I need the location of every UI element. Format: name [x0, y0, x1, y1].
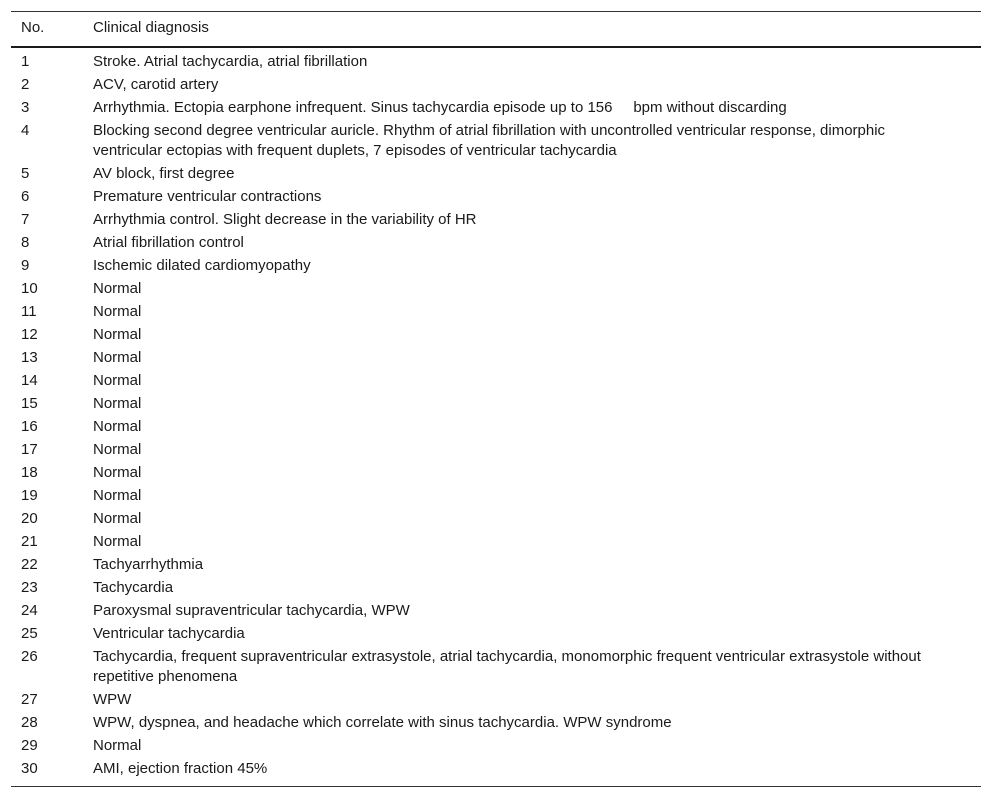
table-row	[11, 600, 981, 623]
table-row	[11, 120, 981, 163]
row-number: 2	[21, 76, 30, 93]
table-row	[11, 393, 981, 416]
table-row	[11, 370, 981, 393]
header-row	[11, 12, 981, 48]
table-row	[11, 623, 981, 646]
row-clinical-diagnosis: Normal	[93, 326, 142, 343]
row-number: 22	[21, 556, 38, 573]
table-row	[11, 209, 981, 232]
table-row	[11, 163, 981, 186]
table-row	[11, 577, 981, 600]
table-row	[11, 186, 981, 209]
table-header	[11, 12, 981, 48]
row-clinical-diagnosis: Arrhythmia. Ectopia earphone infrequent. Sinus tachycardia episode up to 156 bpm without discarding	[93, 99, 787, 116]
row-number: 28	[21, 714, 38, 731]
row-clinical-diagnosis: Normal	[93, 441, 142, 458]
table-row	[11, 97, 981, 120]
table-row	[11, 508, 981, 531]
row-number: 9	[21, 257, 30, 274]
row-number: 5	[21, 165, 30, 182]
table-row	[11, 485, 981, 508]
row-clinical-diagnosis: Atrial fibrillation control	[93, 234, 244, 251]
table-row	[11, 301, 981, 324]
header-no: No.	[11, 12, 83, 48]
row-clinical-diagnosis: Normal	[93, 303, 142, 320]
table-row	[11, 74, 981, 97]
diagnosis-table-container	[11, 11, 981, 787]
row-number: 13	[21, 349, 38, 366]
row-clinical-diagnosis: Normal	[93, 395, 142, 412]
table-row	[11, 758, 981, 787]
row-clinical-diagnosis: Tachyarrhythmia	[93, 556, 204, 573]
row-clinical-diagnosis: Stroke. Atrial tachycardia, atrial fibrillation	[93, 53, 368, 70]
row-number: 14	[21, 372, 38, 389]
table-row	[11, 646, 981, 689]
table-row	[11, 47, 981, 74]
row-number: 4	[21, 122, 30, 139]
row-clinical-diagnosis: Normal	[93, 510, 142, 527]
table-row	[11, 689, 981, 712]
row-number: 23	[21, 579, 38, 596]
row-clinical-diagnosis: AMI, ejection fraction 45%	[93, 760, 268, 777]
table-row	[11, 712, 981, 735]
row-clinical-diagnosis: AV block, first degree	[93, 165, 235, 182]
table-row	[11, 324, 981, 347]
table-row	[11, 554, 981, 577]
row-number: 12	[21, 326, 38, 343]
diagnosis-table	[11, 11, 981, 787]
row-number: 17	[21, 441, 38, 458]
row-clinical-diagnosis: Blocking second degree ventricular auricle. Rhythm of atrial fibrillation with uncontrolled ventricular response, dimorphic ventricular ectopias with frequent duplets, 7 episodes of ventricular tachycardia	[93, 122, 890, 159]
row-number: 1	[21, 53, 30, 70]
row-clinical-diagnosis: Paroxysmal supraventricular tachycardia, WPW	[93, 602, 410, 619]
row-clinical-diagnosis: Tachycardia	[93, 579, 174, 596]
table-body	[11, 47, 981, 787]
row-clinical-diagnosis: Normal	[93, 737, 142, 754]
row-number: 26	[21, 648, 38, 665]
table-row	[11, 232, 981, 255]
table-row	[11, 735, 981, 758]
table-row	[11, 531, 981, 554]
table-row	[11, 439, 981, 462]
table-row	[11, 278, 981, 301]
row-number: 7	[21, 211, 30, 228]
row-clinical-diagnosis: Normal	[93, 464, 142, 481]
row-number: 29	[21, 737, 38, 754]
row-number: 10	[21, 280, 38, 297]
row-clinical-diagnosis: Normal	[93, 487, 142, 504]
row-clinical-diagnosis: Normal	[93, 280, 142, 297]
table-row	[11, 347, 981, 370]
table-row	[11, 255, 981, 278]
row-clinical-diagnosis: WPW	[93, 691, 132, 708]
row-clinical-diagnosis: Premature ventricular contractions	[93, 188, 322, 205]
row-clinical-diagnosis: Tachycardia, frequent supraventricular extrasystole, atrial tachycardia, monomorphic frequent ventricular extrasystole without repetitive phenomena	[93, 648, 926, 685]
row-clinical-diagnosis: Ventricular tachycardia	[93, 625, 245, 642]
row-clinical-diagnosis: Ischemic dilated cardiomyopathy	[93, 257, 311, 274]
row-number: 15	[21, 395, 38, 412]
row-number: 30	[21, 760, 38, 777]
table-row	[11, 462, 981, 485]
row-number: 18	[21, 464, 38, 481]
row-number: 8	[21, 234, 30, 251]
row-clinical-diagnosis: ACV, carotid artery	[93, 76, 219, 93]
row-number: 27	[21, 691, 38, 708]
row-number: 20	[21, 510, 38, 527]
row-number: 16	[21, 418, 38, 435]
table-row	[11, 416, 981, 439]
row-number: 6	[21, 188, 30, 205]
row-clinical-diagnosis: Normal	[93, 533, 142, 550]
row-number: 25	[21, 625, 38, 642]
row-number: 11	[21, 303, 37, 320]
row-clinical-diagnosis: Normal	[93, 349, 142, 366]
row-number: 24	[21, 602, 38, 619]
row-clinical-diagnosis: WPW, dyspnea, and headache which correlate with sinus tachycardia. WPW syndrome	[93, 714, 672, 731]
row-number: 21	[21, 533, 38, 550]
row-clinical-diagnosis: Normal	[93, 418, 142, 435]
row-number: 3	[21, 99, 30, 116]
row-clinical-diagnosis: Normal	[93, 372, 142, 389]
row-number: 19	[21, 487, 38, 504]
row-clinical-diagnosis: Arrhythmia control. Slight decrease in the variability of HR	[93, 211, 477, 228]
header-clinical-diagnosis: Clinical diagnosis	[83, 12, 981, 48]
